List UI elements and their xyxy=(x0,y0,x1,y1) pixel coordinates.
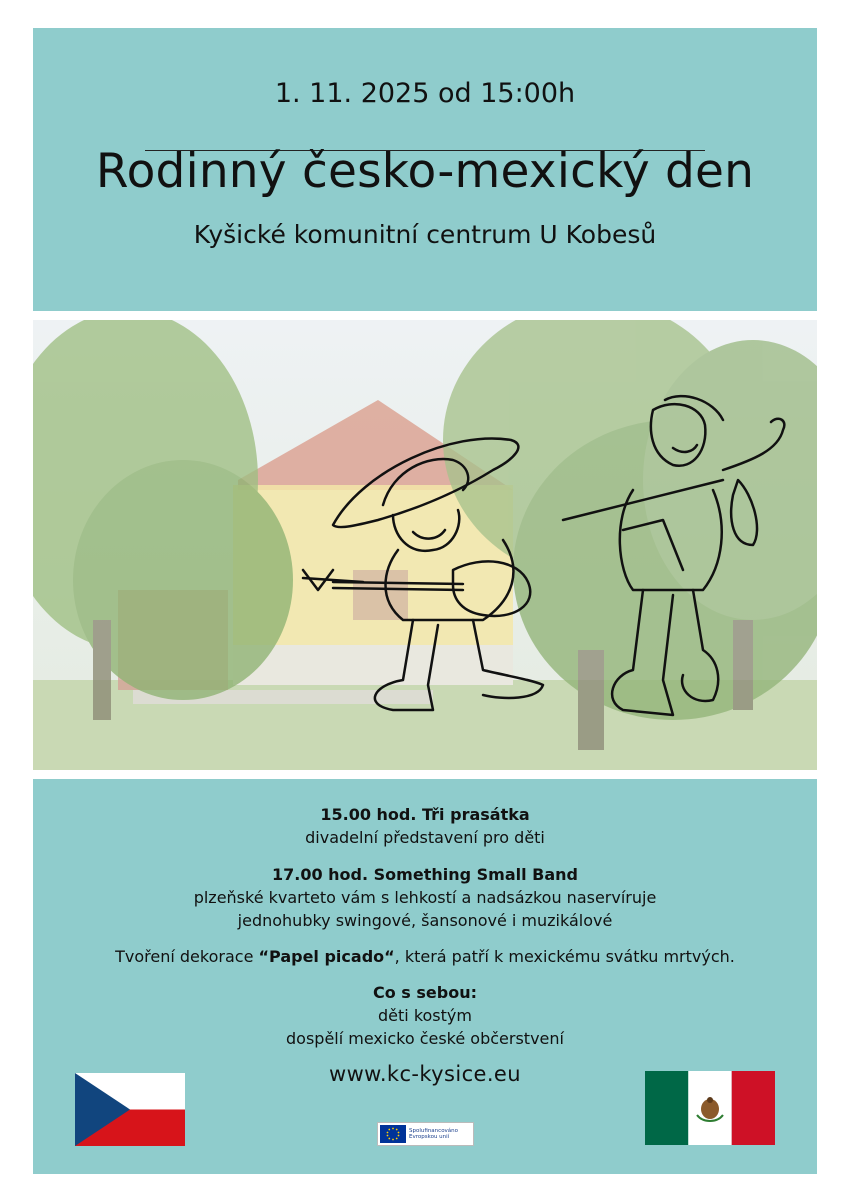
eu-badge-line2: Evropskou unií xyxy=(409,1134,450,1140)
program-item-2-desc-line2: jednohubky swingové, šansonové i muzikálové xyxy=(237,911,613,930)
bring-adults: dospělí mexicko české občerstvení xyxy=(286,1029,564,1048)
bring-section xyxy=(33,981,817,1050)
workshop-suffix: , která patří k mexickému svátku mrtvých. xyxy=(394,947,735,966)
bring-kids: děti kostým xyxy=(378,1006,472,1025)
bring-title: Co s sebou: xyxy=(372,983,477,1002)
workshop-name: “Papel picado“ xyxy=(258,947,395,966)
eu-flag-icon xyxy=(380,1125,406,1143)
program-item-2-title: 17.00 hod. Something Small Band xyxy=(271,865,578,884)
illustration-photo xyxy=(33,320,817,770)
website-link[interactable]: www.kc-kysice.eu xyxy=(329,1062,521,1086)
eu-badge-line1: Spolufinancováno xyxy=(409,1127,459,1134)
program-item-2 xyxy=(33,863,817,932)
program-item-1 xyxy=(33,803,817,849)
program-item-2-desc-line1: plzeňské kvarteto vám s lehkostí a nadsázkou naservíruje xyxy=(193,888,657,907)
program-item-1-desc: divadelní představení pro děti xyxy=(305,828,545,847)
event-venue: Kyšické komunitní centrum U Kobesů xyxy=(193,220,657,249)
header-panel xyxy=(33,28,817,311)
czech-flag-icon xyxy=(75,1073,185,1146)
eu-badge-text xyxy=(406,1128,458,1141)
mexican-flag-icon xyxy=(645,1071,775,1145)
program-item-1-title: 15.00 hod. Tři prasátka xyxy=(320,805,530,824)
event-date: 1. 11. 2025 od 15:00h xyxy=(274,78,576,109)
illustration-svg xyxy=(33,320,817,770)
eu-cofunded-badge xyxy=(377,1122,474,1146)
workshop-line xyxy=(33,945,817,968)
event-title: Rodinný česko-mexický den xyxy=(95,144,755,199)
program-panel xyxy=(33,779,817,1174)
workshop-prefix: Tvoření dekorace xyxy=(115,947,259,966)
